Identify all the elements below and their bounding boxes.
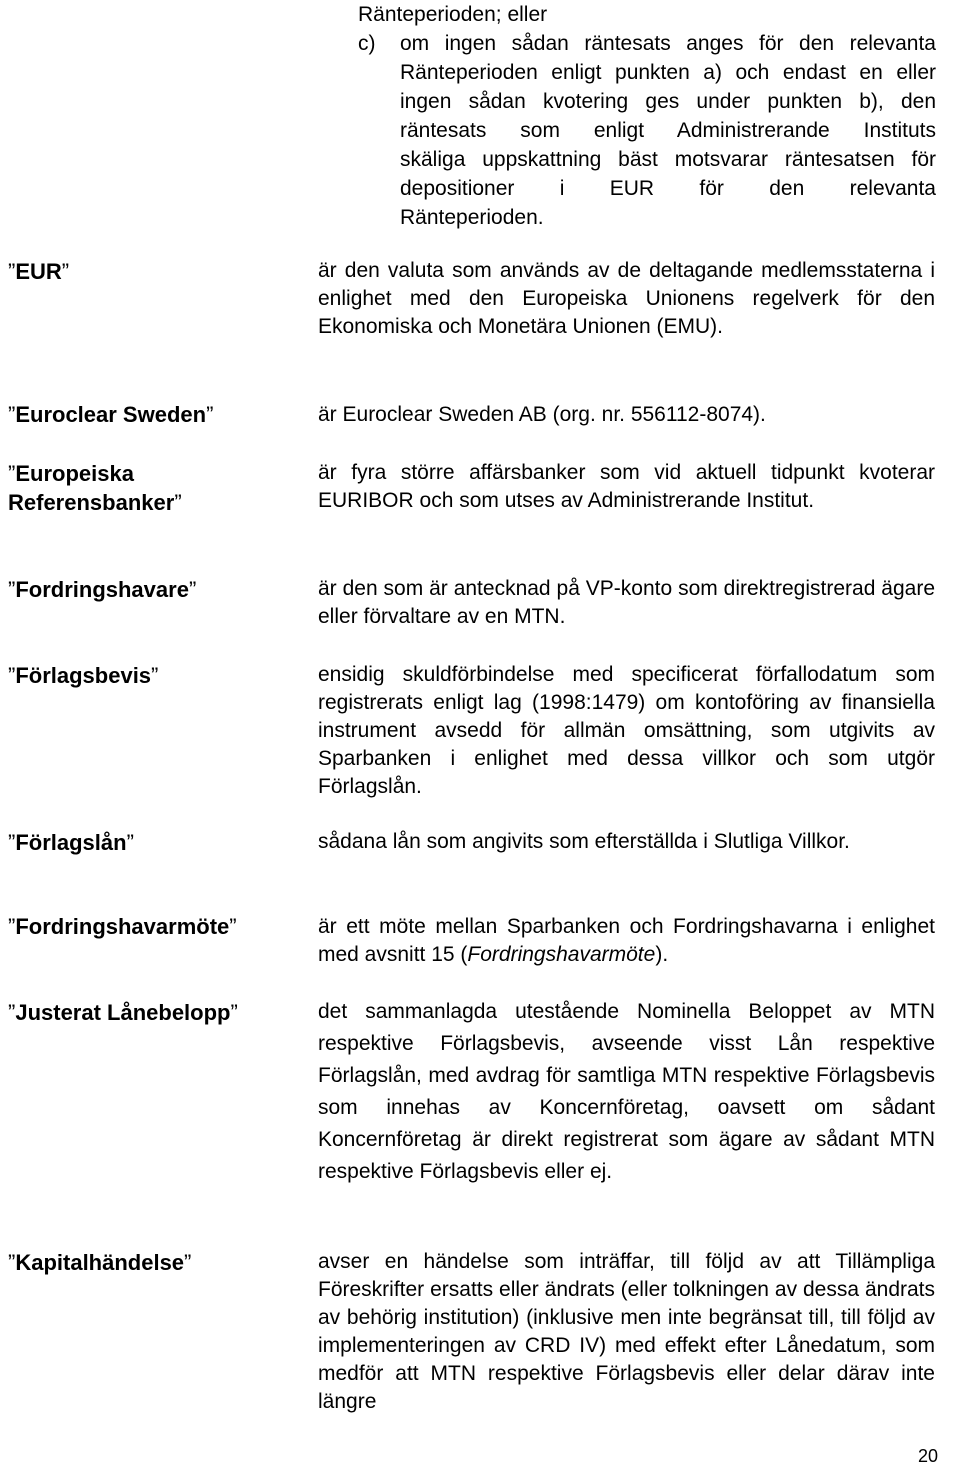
definition-term: ”Fordringshavare” xyxy=(8,577,197,602)
definition-term: ”Euroclear Sweden” xyxy=(8,402,214,427)
definition-term: ”Förlagsbevis” xyxy=(8,663,159,688)
definition-text: är fyra större affärsbanker som vid aktuell tidpunkt kvoterar EURIBOR och som utses av Administrerande Institut. xyxy=(318,461,935,512)
continuation-block xyxy=(358,0,936,232)
definition-term: ”Kapitalhändelse” xyxy=(8,1250,192,1275)
list-item-line: Ränteperioden. xyxy=(400,206,544,229)
definition-term: ”EUR” xyxy=(8,259,70,284)
continuation-line: Ränteperioden; eller xyxy=(358,3,548,26)
cross-reference: Fordringshavarmöte xyxy=(467,943,656,966)
definition-text: är Euroclear Sweden AB (org. nr. 556112-8074). xyxy=(318,403,766,426)
list-item-line: räntesats som enligt Administrerande Instituts xyxy=(400,119,936,142)
definition-text: avser en händelse som inträffar, till följd av att Tillämpliga Föreskrifter ersatts eller ändrats (eller tolkningen av dessa ändrats av behörig institution) (inklusive men inte begränsat till, till följd av implementeringen av CRD IV) med effekt efter Lånedatum, som medför att MTN respektive Förlagsbevis eller delar därav inte längre xyxy=(318,1250,935,1413)
definition-text: det sammanlagda utestående Nominella Beloppet av MTN respektive Förlagsbevis, avseende visst Lån respektive Förlagslån, med avdrag för samtliga MTN respektive Förlagsbevis som innehas av Koncernföretag, oavsett om sådant Koncernföretag är direkt registrerat som ägare av sådant MTN respektive Förlagsbevis eller ej. xyxy=(318,1000,935,1183)
definition-text: sådana lån som angivits som efterställda i Slutliga Villkor. xyxy=(318,830,850,853)
list-item-line: ingen sådan kvotering ges under punkten b), den xyxy=(400,90,936,113)
definition-term: ”Europeiska Referensbanker” xyxy=(8,461,182,515)
list-item-line: om ingen sådan räntesats anges för den relevanta xyxy=(400,32,936,55)
list-marker: c) xyxy=(358,32,376,55)
definition-text: är den som är antecknad på VP-konto som direktregistrerad ägare eller förvaltare av en MTN. xyxy=(318,577,935,628)
definition-term: ”Fordringshavarmöte” xyxy=(8,914,237,939)
list-item-c xyxy=(358,29,936,232)
definition-text: är den valuta som används av de deltagande medlemsstaterna i enlighet med den Europeiska Unionens regelverk för den Ekonomiska och Monetära Unionen (EMU). xyxy=(318,259,935,338)
definition-term: ”Justerat Lånebelopp” xyxy=(8,1000,238,1025)
list-item-line: skäliga uppskattning bäst motsvarar räntesatsen för xyxy=(400,148,936,171)
list-item-line: Ränteperioden enligt punkten a) och endast en eller xyxy=(400,61,936,84)
definition-text: ensidig skuldförbindelse med specificerat förfallodatum som registrerats enligt lag (1998:1479) om kontoföring av finansiella instrument avsedd för allmän omsättning, som utgivits av Sparbanken i enlighet med dessa villkor och som utgör Förlagslån. xyxy=(318,663,935,798)
list-item-line: depositioner i EUR för den relevanta xyxy=(400,177,936,200)
list-item-body xyxy=(400,29,936,232)
definition-term: ”Förlagslån” xyxy=(8,830,134,855)
page-number: 20 xyxy=(917,1446,938,1466)
definition-text: är ett möte mellan Sparbanken och Fordringshavarna i enlighet med avsnitt 15 (Fordringshavarmöte). xyxy=(318,915,935,966)
